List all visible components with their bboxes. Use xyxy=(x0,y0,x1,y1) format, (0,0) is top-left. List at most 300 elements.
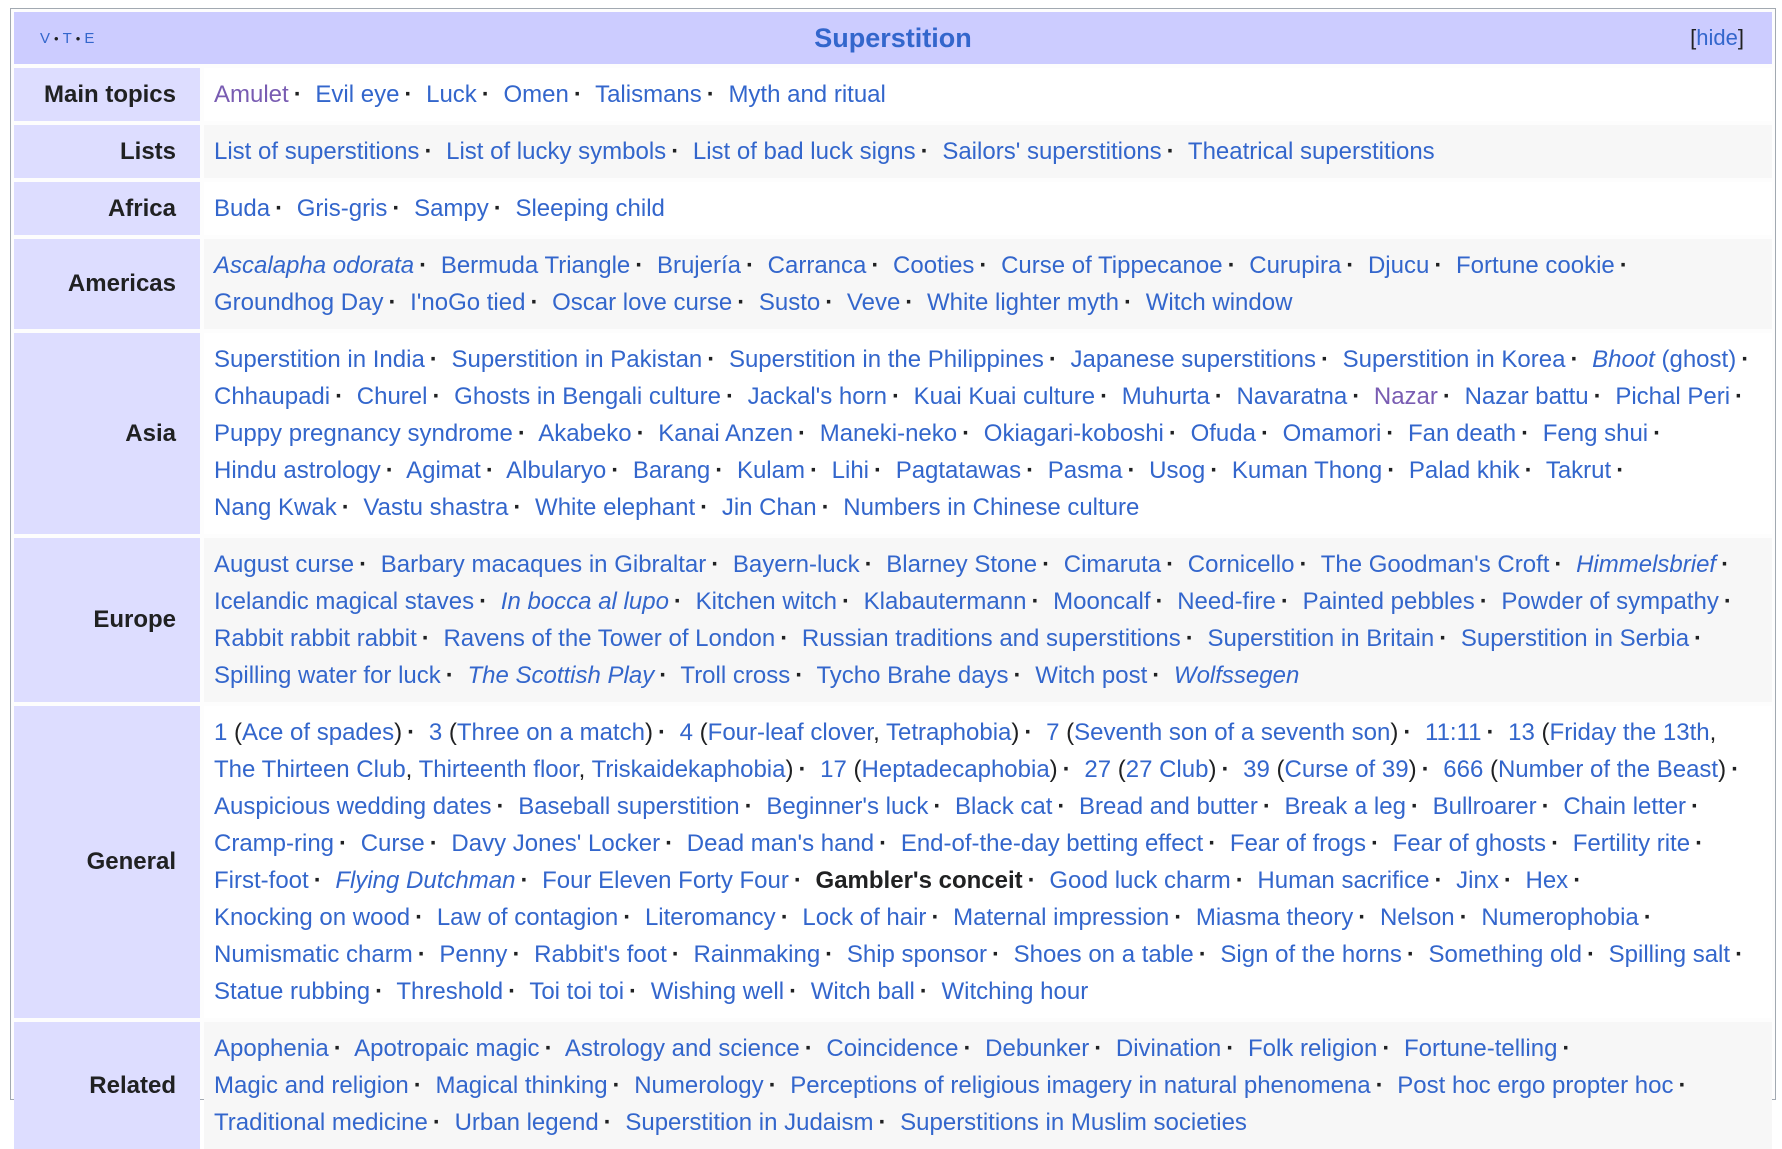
link-ascalapha-odorata[interactable]: Ascalapha odorata xyxy=(214,252,415,279)
list-item xyxy=(914,383,1115,410)
list-item xyxy=(1191,420,1276,447)
separator-dot: · xyxy=(744,793,753,820)
list-item xyxy=(1456,867,1519,894)
link-3[interactable]: 3 xyxy=(428,719,443,746)
list-item xyxy=(529,978,644,1005)
link-thirteenth-floor[interactable]: Thirteenth floor xyxy=(418,756,579,783)
link-fear-of-frogs[interactable]: Fear of frogs xyxy=(1229,830,1366,857)
separator-dot: · xyxy=(905,289,914,316)
separator-dot: · xyxy=(359,551,368,578)
list-item xyxy=(214,1035,349,1062)
link-ghost[interactable]: (ghost) xyxy=(1654,346,1737,373)
link-ghosts-in-bengali-culture[interactable]: Ghosts in Bengali culture xyxy=(454,383,721,410)
link-kuman-thong[interactable]: Kuman Thong xyxy=(1231,457,1383,484)
list-item xyxy=(1220,941,1421,968)
link-witch-window[interactable]: Witch window xyxy=(1145,289,1293,316)
link-chhaupadi[interactable]: Chhaupadi xyxy=(214,383,331,410)
link-russian-traditions-and-superstitions[interactable]: Russian traditions and superstitions xyxy=(801,625,1181,652)
punctuation-text: ) xyxy=(1718,756,1727,783)
separator-dot: · xyxy=(1421,756,1430,783)
separator-dot: · xyxy=(1260,420,1269,447)
link-superstition-in-pakistan[interactable]: Superstition in Pakistan xyxy=(451,346,703,373)
link-white-elephant[interactable]: White elephant xyxy=(535,494,696,521)
link-superstition-in-judaism[interactable]: Superstition in Judaism xyxy=(625,1109,874,1136)
link-bhoot[interactable]: Bhoot xyxy=(1592,346,1655,373)
separator-dot: · xyxy=(623,904,632,931)
link-pasma[interactable]: Pasma xyxy=(1047,457,1123,484)
separator-dot: · xyxy=(809,457,818,484)
separator-dot: · xyxy=(891,383,900,410)
link-kanai-anzen[interactable]: Kanai Anzen xyxy=(658,420,794,447)
separator-dot: · xyxy=(842,588,850,615)
link-knocking-on-wood[interactable]: Knocking on wood xyxy=(214,904,411,931)
list-item xyxy=(467,662,674,689)
link-august-curse[interactable]: August curse xyxy=(214,551,355,578)
punctuation-text: ( xyxy=(227,719,243,746)
link-tetraphobia[interactable]: Tetraphobia xyxy=(885,719,1012,746)
list-item xyxy=(1393,830,1566,857)
link-superstition-in-the-philippines[interactable]: Superstition in the Philippines xyxy=(728,346,1044,373)
link-gris-gris[interactable]: Gris-gris xyxy=(296,195,388,222)
link-beginner-s-luck[interactable]: Beginner's luck xyxy=(766,793,929,820)
link-list-of-superstitions[interactable]: List of superstitions xyxy=(214,138,420,165)
link-literomancy[interactable]: Literomancy xyxy=(644,904,776,931)
edit-template-link[interactable]: E xyxy=(84,29,96,47)
link-superstition-in-korea[interactable]: Superstition in Korea xyxy=(1342,346,1566,373)
link-4[interactable]: 4 xyxy=(679,719,693,746)
link-heptadecaphobia[interactable]: Heptadecaphobia xyxy=(861,756,1050,783)
link-oscar-love-curse[interactable]: Oscar love curse xyxy=(552,289,733,316)
punctuation-text: ) xyxy=(1390,719,1399,746)
link-rabbit-rabbit-rabbit[interactable]: Rabbit rabbit rabbit xyxy=(214,625,417,652)
separator-dot: · xyxy=(1221,756,1230,783)
list-item xyxy=(847,941,1007,968)
link-curupira[interactable]: Curupira xyxy=(1249,252,1342,279)
link-triskaidekaphobia[interactable]: Triskaidekaphobia xyxy=(591,756,786,783)
link-amulet[interactable]: Amulet xyxy=(214,81,289,108)
link-666[interactable]: 666 xyxy=(1443,756,1484,783)
link-penny[interactable]: Penny xyxy=(439,941,508,968)
separator-dot: · xyxy=(1100,383,1109,410)
link-susto[interactable]: Susto xyxy=(758,289,821,316)
link-good-luck-charm[interactable]: Good luck charm xyxy=(1049,867,1231,894)
link-apotropaic-magic[interactable]: Apotropaic magic xyxy=(354,1035,540,1062)
list-item xyxy=(214,551,374,578)
link-lock-of-hair[interactable]: Lock of hair xyxy=(802,904,927,931)
link-kuai-kuai-culture[interactable]: Kuai Kuai culture xyxy=(913,383,1096,410)
link-buda[interactable]: Buda xyxy=(214,195,271,222)
list-item xyxy=(410,289,545,316)
link-cooties[interactable]: Cooties xyxy=(893,252,975,279)
link-i-nogo-tied[interactable]: I'noGo tied xyxy=(410,289,526,316)
link-maternal-impression[interactable]: Maternal impression xyxy=(953,904,1170,931)
link-debunker[interactable]: Debunker xyxy=(985,1035,1090,1062)
navbox-row-asia xyxy=(14,333,1772,534)
link-groundhog-day[interactable]: Groundhog Day xyxy=(214,289,384,316)
link-navaratna[interactable]: Navaratna xyxy=(1236,383,1348,410)
link-the-thirteen-club[interactable]: The Thirteen Club xyxy=(214,756,406,783)
link-miasma-theory[interactable]: Miasma theory xyxy=(1195,904,1354,931)
navbox-title-bar xyxy=(14,12,1772,64)
link-pichal-peri[interactable]: Pichal Peri xyxy=(1615,383,1731,410)
list-item xyxy=(443,625,795,652)
link-the-scottish-play[interactable]: The Scottish Play xyxy=(467,662,655,689)
link-17[interactable]: 17 xyxy=(820,756,847,783)
link-in-bocca-al-lupo[interactable]: In bocca al lupo xyxy=(500,588,669,615)
link-something-old[interactable]: Something old xyxy=(1428,941,1582,968)
list-item xyxy=(534,941,687,968)
link-baseball-superstition[interactable]: Baseball superstition xyxy=(518,793,740,820)
link-powder-of-sympathy[interactable]: Powder of sympathy xyxy=(1501,588,1719,615)
separator-dot: · xyxy=(429,830,438,857)
link-the-goodman-s-croft[interactable]: The Goodman's Croft xyxy=(1320,551,1550,578)
link-numerophobia[interactable]: Numerophobia xyxy=(1481,904,1639,931)
separator-dot: · xyxy=(493,195,502,222)
link-rabbit-s-foot[interactable]: Rabbit's foot xyxy=(534,941,667,968)
link-jin-chan[interactable]: Jin Chan xyxy=(721,494,817,521)
link-apophenia[interactable]: Apophenia xyxy=(214,1035,329,1062)
link-folk-religion[interactable]: Folk religion xyxy=(1247,1035,1378,1062)
list-item xyxy=(1177,588,1296,615)
link-kulam[interactable]: Kulam xyxy=(736,457,805,484)
link-break-a-leg[interactable]: Break a leg xyxy=(1284,793,1406,820)
link-ravens-of-the-tower-of-london[interactable]: Ravens of the Tower of London xyxy=(443,625,776,652)
link-myth-and-ritual[interactable]: Myth and ritual xyxy=(728,81,886,108)
list-item xyxy=(214,1109,448,1136)
link-superstition-in-serbia[interactable]: Superstition in Serbia xyxy=(1460,625,1690,652)
link-11-11[interactable]: 11:11 xyxy=(1425,719,1482,746)
link-bermuda-triangle[interactable]: Bermuda Triangle xyxy=(440,252,631,279)
list-item xyxy=(1207,625,1454,652)
list-item xyxy=(1188,138,1435,165)
hide-bracket-open: [ xyxy=(1690,25,1697,50)
link-bayern-luck[interactable]: Bayern-luck xyxy=(732,551,860,578)
list-item xyxy=(1035,662,1167,689)
link-akabeko[interactable]: Akabeko xyxy=(538,420,632,447)
list-item xyxy=(1285,793,1426,820)
link-auspicious-wedding-dates[interactable]: Auspicious wedding dates xyxy=(214,793,492,820)
link-feng-shui[interactable]: Feng shui xyxy=(1542,420,1649,447)
list-item xyxy=(501,588,689,615)
link-first-foot[interactable]: First-foot xyxy=(214,867,309,894)
vte-separator: • xyxy=(54,30,60,46)
list-item xyxy=(1303,588,1495,615)
link-sampy[interactable]: Sampy xyxy=(414,195,489,222)
link-shoes-on-a-table[interactable]: Shoes on a table xyxy=(1013,941,1194,968)
navbox-title[interactable]: Superstition xyxy=(814,22,972,53)
link-curse-of-tippecanoe[interactable]: Curse of Tippecanoe xyxy=(1001,252,1223,279)
link-barbary-macaques-in-gibraltar[interactable]: Barbary macaques in Gibraltar xyxy=(380,551,707,578)
link-list-of-bad-luck-signs[interactable]: List of bad luck signs xyxy=(692,138,916,165)
list-item xyxy=(1236,383,1367,410)
separator-dot: · xyxy=(874,457,883,484)
link-curse-of-39[interactable]: Curse of 39 xyxy=(1284,756,1409,783)
link-veve[interactable]: Veve xyxy=(846,289,901,316)
separator-dot: · xyxy=(821,494,830,521)
separator-dot: · xyxy=(1521,420,1530,447)
separator-dot: · xyxy=(1127,457,1136,484)
link-jinx[interactable]: Jinx xyxy=(1456,867,1499,894)
link-kitchen-witch[interactable]: Kitchen witch xyxy=(695,588,837,615)
separator-dot: · xyxy=(1735,941,1744,968)
link-numbers-in-chinese-culture[interactable]: Numbers in Chinese culture xyxy=(843,494,1140,521)
link-agimat[interactable]: Agimat xyxy=(406,457,481,484)
hide-button[interactable]: hide xyxy=(1696,25,1738,50)
link-muhurta[interactable]: Muhurta xyxy=(1121,383,1210,410)
link-nazar-battu[interactable]: Nazar battu xyxy=(1464,383,1589,410)
separator-dot: · xyxy=(1554,551,1563,578)
link-painted-pebbles[interactable]: Painted pebbles xyxy=(1302,588,1475,615)
list-item xyxy=(506,457,626,484)
link-evil-eye[interactable]: Evil eye xyxy=(315,81,400,108)
link-fertility-rite[interactable]: Fertility rite xyxy=(1572,830,1691,857)
link-1[interactable]: 1 xyxy=(214,719,228,746)
list-item xyxy=(1456,252,1635,279)
link-talismans[interactable]: Talismans xyxy=(595,81,702,108)
vte-links xyxy=(40,12,95,64)
link-39[interactable]: 39 xyxy=(1243,756,1270,783)
separator-dot: · xyxy=(530,289,539,316)
link-wishing-well[interactable]: Wishing well xyxy=(650,978,785,1005)
link-number-of-the-beast[interactable]: Number of the Beast xyxy=(1497,756,1719,783)
punctuation-text: ) xyxy=(1011,719,1020,746)
link-end-of-the-day-betting-effect[interactable]: End-of-the-day betting effect xyxy=(900,830,1204,857)
link-okiagari-koboshi[interactable]: Okiagari-koboshi xyxy=(983,420,1164,447)
link-churel[interactable]: Churel xyxy=(356,383,428,410)
list-item xyxy=(1283,420,1402,447)
separator-dot: · xyxy=(313,867,322,894)
link-blarney-stone[interactable]: Blarney Stone xyxy=(886,551,1038,578)
separator-dot: · xyxy=(1570,346,1579,373)
punctuation-text: ) xyxy=(1049,756,1058,783)
link-cornicello[interactable]: Cornicello xyxy=(1187,551,1295,578)
link-maneki-neko[interactable]: Maneki-neko xyxy=(819,420,958,447)
link-list-of-lucky-symbols[interactable]: List of lucky symbols xyxy=(446,138,667,165)
link-omen[interactable]: Omen xyxy=(503,81,569,108)
link-brujeria[interactable]: Brujería xyxy=(656,252,741,279)
link-traditional-medicine[interactable]: Traditional medicine xyxy=(214,1109,428,1136)
link-friday-the-13th[interactable]: Friday the 13th xyxy=(1549,719,1710,746)
list-item xyxy=(214,941,433,968)
list-item xyxy=(1001,252,1242,279)
separator-dot: · xyxy=(1370,830,1379,857)
link-27-club[interactable]: 27 Club xyxy=(1125,756,1209,783)
separator-dot: · xyxy=(1352,383,1361,410)
link-numismatic-charm[interactable]: Numismatic charm xyxy=(214,941,413,968)
list-item xyxy=(414,195,509,222)
link-sign-of-the-horns[interactable]: Sign of the horns xyxy=(1220,941,1402,968)
link-takrut[interactable]: Takrut xyxy=(1545,457,1612,484)
link-wolfssegen[interactable]: Wolfssegen xyxy=(1173,662,1300,689)
link-coincidence[interactable]: Coincidence xyxy=(826,1035,959,1062)
list-item xyxy=(1248,1035,1397,1062)
separator-dot: · xyxy=(789,978,798,1005)
separator-dot: · xyxy=(798,756,807,783)
link-jackal-s-horn[interactable]: Jackal's horn xyxy=(747,383,887,410)
list-item xyxy=(357,383,448,410)
separator-dot: · xyxy=(1027,867,1036,894)
link-witch-post[interactable]: Witch post xyxy=(1035,662,1148,689)
link-urban-legend[interactable]: Urban legend xyxy=(454,1109,599,1136)
link-witching-hour[interactable]: Witching hour xyxy=(941,978,1089,1005)
view-template-link[interactable]: V xyxy=(40,29,52,47)
link-curse[interactable]: Curse xyxy=(360,830,425,857)
link-pagtatawas[interactable]: Pagtatawas xyxy=(895,457,1022,484)
link-omamori[interactable]: Omamori xyxy=(1282,420,1382,447)
separator-dot: · xyxy=(1227,252,1236,279)
link-ace-of-spades[interactable]: Ace of spades xyxy=(242,719,395,746)
list-item xyxy=(214,904,430,931)
link-human-sacrifice[interactable]: Human sacrifice xyxy=(1257,867,1430,894)
link-dead-man-s-hand[interactable]: Dead man's hand xyxy=(686,830,875,857)
separator-dot: · xyxy=(612,1072,621,1099)
link-black-cat[interactable]: Black cat xyxy=(955,793,1053,820)
link-spilling-salt[interactable]: Spilling salt xyxy=(1608,941,1731,968)
separator-dot: · xyxy=(293,81,302,108)
separator-dot: · xyxy=(879,830,888,857)
link-13[interactable]: 13 xyxy=(1508,719,1535,746)
link-troll-cross[interactable]: Troll cross xyxy=(680,662,791,689)
link-icelandic-magical-staves[interactable]: Icelandic magical staves xyxy=(214,588,475,615)
list-item xyxy=(565,1035,820,1062)
link-puppy-pregnancy-syndrome[interactable]: Puppy pregnancy syndrome xyxy=(214,420,513,447)
link-statue-rubbing[interactable]: Statue rubbing xyxy=(214,978,371,1005)
list-item xyxy=(759,289,840,316)
link-djucu[interactable]: Djucu xyxy=(1367,252,1430,279)
link-witch-ball[interactable]: Witch ball xyxy=(810,978,915,1005)
link-fear-of-ghosts[interactable]: Fear of ghosts xyxy=(1392,830,1547,857)
navbox-row-general xyxy=(14,706,1772,1018)
link-post-hoc-ergo-propter-hoc[interactable]: Post hoc ergo propter hoc xyxy=(1397,1072,1674,1099)
row-links xyxy=(204,239,1772,329)
link-ship-sponsor[interactable]: Ship sponsor xyxy=(846,941,987,968)
punctuation-text: ( xyxy=(1111,756,1126,783)
list-item xyxy=(696,588,857,615)
link-nelson[interactable]: Nelson xyxy=(1379,904,1455,931)
link-mooncalf[interactable]: Mooncalf xyxy=(1053,588,1151,615)
link-cimaruta[interactable]: Cimaruta xyxy=(1063,551,1162,578)
link-magical-thinking[interactable]: Magical thinking xyxy=(435,1072,608,1099)
list-item xyxy=(1343,346,1586,373)
list-item xyxy=(832,457,889,484)
link-fan-death[interactable]: Fan death xyxy=(1407,420,1517,447)
separator-dot: · xyxy=(659,662,668,689)
link-fortune-cookie[interactable]: Fortune cookie xyxy=(1456,252,1615,279)
navbox-row-americas xyxy=(14,239,1772,329)
separator-dot: · xyxy=(1299,551,1308,578)
link-vastu-shastra[interactable]: Vastu shastra xyxy=(363,494,509,521)
link-barang[interactable]: Barang xyxy=(632,457,711,484)
link-fortune-telling[interactable]: Fortune-telling xyxy=(1404,1035,1558,1062)
separator-dot: · xyxy=(1185,625,1194,652)
link-superstition-in-britain[interactable]: Superstition in Britain xyxy=(1207,625,1435,652)
link-ofuda[interactable]: Ofuda xyxy=(1190,420,1256,447)
link-sleeping-child[interactable]: Sleeping child xyxy=(515,195,665,222)
link-himmelsbrief[interactable]: Himmelsbrief xyxy=(1576,551,1717,578)
list-item xyxy=(826,1035,978,1062)
talk-template-link[interactable]: T xyxy=(62,29,73,47)
link-usog[interactable]: Usog xyxy=(1149,457,1206,484)
link-astrology-and-science[interactable]: Astrology and science xyxy=(564,1035,800,1062)
link-four-leaf-clover[interactable]: Four-leaf clover xyxy=(707,719,874,746)
list-item xyxy=(1048,457,1143,484)
link-japanese-superstitions[interactable]: Japanese superstitions xyxy=(1070,346,1316,373)
link-cramp-ring[interactable]: Cramp-ring xyxy=(214,830,335,857)
link-nazar[interactable]: Nazar xyxy=(1373,383,1438,410)
separator-dot: · xyxy=(825,289,834,316)
list-item xyxy=(214,978,390,1005)
separator-dot: · xyxy=(1479,588,1488,615)
link-four-eleven-forty-four[interactable]: Four Eleven Forty Four xyxy=(542,867,789,894)
list-item xyxy=(1232,457,1402,484)
separator-dot: · xyxy=(1042,551,1051,578)
link-lihi[interactable]: Lihi xyxy=(831,457,870,484)
link-bullroarer[interactable]: Bullroarer xyxy=(1432,793,1537,820)
list-item xyxy=(552,289,752,316)
link-superstitions-in-muslim-societies[interactable]: Superstitions in Muslim societies xyxy=(900,1109,1247,1136)
separator-dot: · xyxy=(1057,793,1066,820)
separator-dot: · xyxy=(429,346,438,373)
list-item xyxy=(1576,551,1736,578)
list-item xyxy=(1014,941,1214,968)
link-flying-dutchman[interactable]: Flying Dutchman xyxy=(335,867,516,894)
link-law-of-contagion[interactable]: Law of contagion xyxy=(436,904,619,931)
link-palad-khik[interactable]: Palad khik xyxy=(1408,457,1520,484)
link-theatrical-superstitions[interactable]: Theatrical superstitions xyxy=(1187,138,1435,165)
link-bread-and-butter[interactable]: Bread and butter xyxy=(1079,793,1258,820)
link-klabautermann[interactable]: Klabautermann xyxy=(863,588,1027,615)
separator-dot: · xyxy=(1410,793,1419,820)
list-item xyxy=(733,551,880,578)
link-divination[interactable]: Divination xyxy=(1115,1035,1222,1062)
link-hindu-astrology[interactable]: Hindu astrology xyxy=(214,457,381,484)
link-magic-and-religion[interactable]: Magic and religion xyxy=(214,1072,409,1099)
separator-dot: · xyxy=(1593,383,1602,410)
list-item xyxy=(634,1072,783,1099)
link-7[interactable]: 7 xyxy=(1046,719,1060,746)
link-sailors-superstitions[interactable]: Sailors' superstitions xyxy=(942,138,1162,165)
row-label: Europe xyxy=(14,538,200,702)
separator-dot: · xyxy=(1586,941,1595,968)
link-numerology[interactable]: Numerology xyxy=(634,1072,764,1099)
link-27[interactable]: 27 xyxy=(1084,756,1112,783)
link-need-fire[interactable]: Need-fire xyxy=(1177,588,1276,615)
link-white-lighter-myth[interactable]: White lighter myth xyxy=(926,289,1120,316)
punctuation-text: ( xyxy=(846,756,862,783)
link-luck[interactable]: Luck xyxy=(426,81,477,108)
link-superstition-in-india[interactable]: Superstition in India xyxy=(214,346,425,373)
link-perceptions-of-religious-imagery-in-natural-phenomena[interactable]: Perceptions of religious imagery in natural phenomena xyxy=(790,1072,1371,1099)
link-davy-jones-locker[interactable]: Davy Jones' Locker xyxy=(451,830,661,857)
link-chain-letter[interactable]: Chain letter xyxy=(1563,793,1687,820)
link-rainmaking[interactable]: Rainmaking xyxy=(693,941,821,968)
link-tycho-brahe-days[interactable]: Tycho Brahe days xyxy=(816,662,1009,689)
link-threshold[interactable]: Threshold xyxy=(396,978,504,1005)
list-item xyxy=(843,494,1139,521)
list-item xyxy=(451,346,722,373)
link-hex[interactable]: Hex xyxy=(1525,867,1569,894)
separator-dot: · xyxy=(341,494,350,521)
separator-dot: · xyxy=(1439,625,1448,652)
link-toi-toi-toi[interactable]: Toi toi toi xyxy=(529,978,625,1005)
link-nang-kwak[interactable]: Nang Kwak xyxy=(214,494,337,521)
link-seventh-son-of-a-seventh-son[interactable]: Seventh son of a seventh son xyxy=(1074,719,1391,746)
link-albularyo[interactable]: Albularyo xyxy=(506,457,607,484)
link-spilling-water-for-luck[interactable]: Spilling water for luck xyxy=(214,662,441,689)
separator-dot: · xyxy=(407,719,416,746)
link-three-on-a-match[interactable]: Three on a match xyxy=(456,719,645,746)
link-carranca[interactable]: Carranca xyxy=(767,252,867,279)
